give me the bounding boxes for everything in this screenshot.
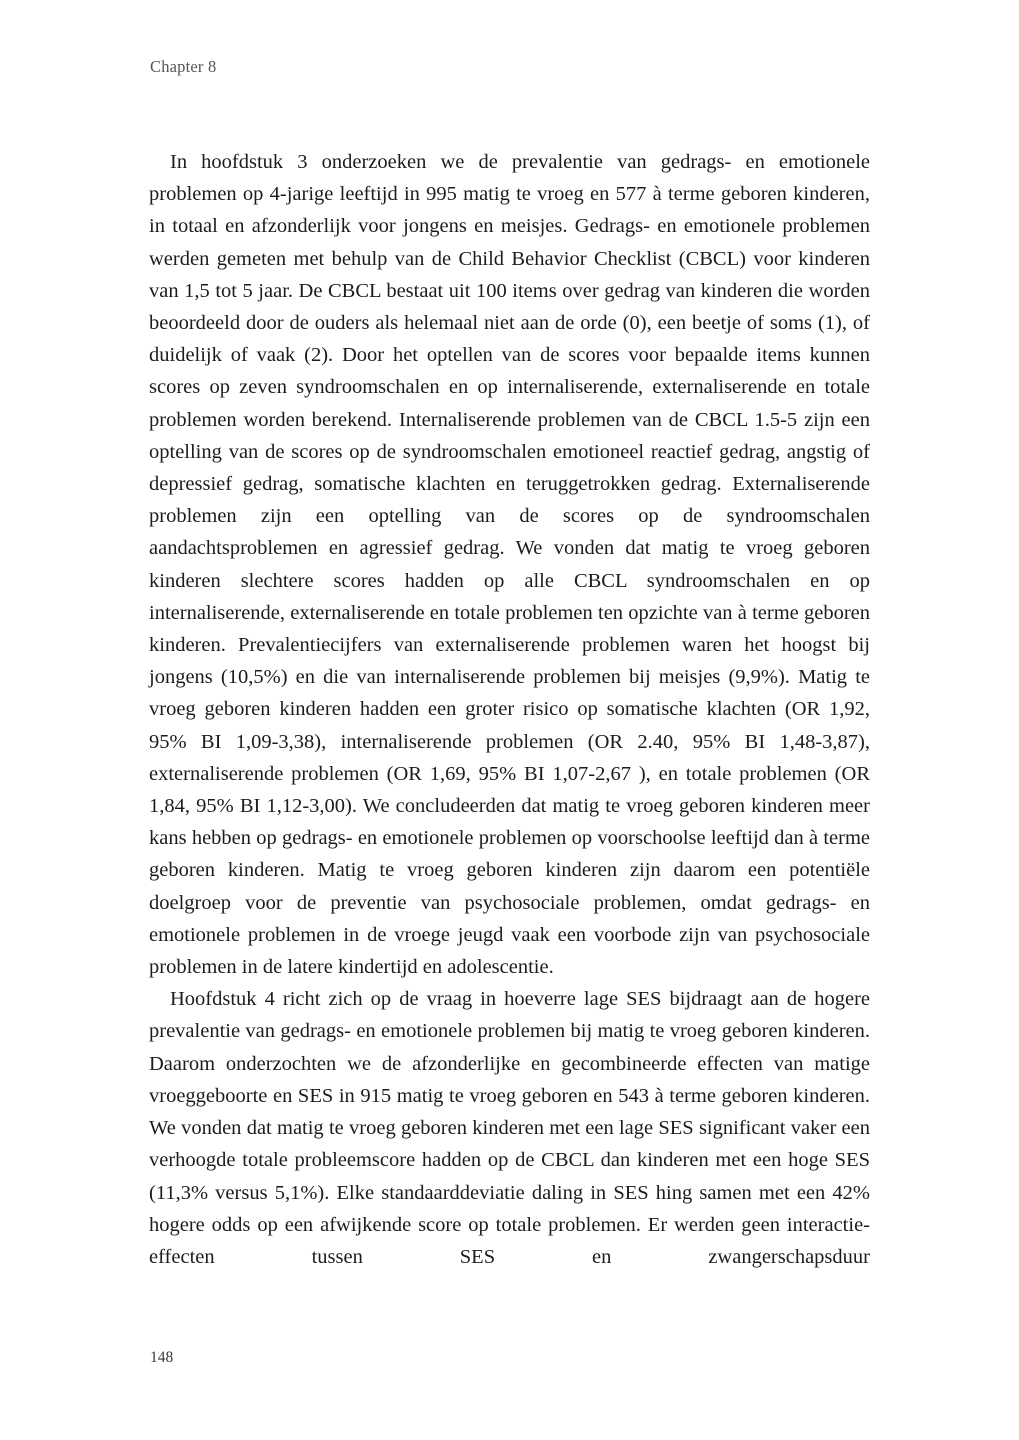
- page-number: 148: [150, 1349, 174, 1366]
- chapter-header: Chapter 8: [150, 57, 217, 76]
- paragraph-chapter-4-summary: Hoofdstuk 4 richt zich op de vraag in hoeverre lage SES bijdraagt aan de hogere prevalentie van gedrags- en emotionele problemen bij matig te vroeg geboren kinderen. Daarom onderzochten we de afzonderlijke en gecombineerde effecten van matige vroeggeboorte en SES in 915 matig te vroeg geboren en 543 à terme geboren kinderen. We vonden dat matig te vroeg geboren kinderen met een lage SES significant vaker een verhoogde totale probleemscore hadden op de CBCL dan kinderen met een hoge SES (11,3% versus 5,1%). Elke standaarddeviatie daling in SES hing samen met een 42% hogere odds op een afwijkende score op totale problemen. Er werden geen interactie-effecten tussen SES en zwangerschapsduur: [149, 988, 870, 1268]
- paragraph-chapter-3-summary: In hoofdstuk 3 onderzoeken we de prevalentie van gedrags- en emotionele problemen op 4-jarige leeftijd in 995 matig te vroeg en 577 à terme geboren kinderen, in totaal en afzonderlijk voor jongens en meisjes. Gedrags- en emotionele problemen werden gemeten met behulp van de Child Behavior Checklist (CBCL) voor kinderen van 1,5 tot 5 jaar. De CBCL bestaat uit 100 items over gedrag van kinderen die worden beoordeeld door de ouders als helemaal niet aan de orde (0), een beetje of soms (1), of duidelijk of vaak (2). Door het optellen van de scores voor bepaalde items kunnen scores op zeven syndroomschalen en op internaliserende, externaliserende en totale problemen worden berekend. Internaliserende problemen van de CBCL 1.5-5 zijn een optelling van de scores op de syndroomschalen emotioneel reactief gedrag, angstig of depressief gedrag, somatische klachten en teruggetrokken gedrag. Externaliserende problemen zijn een optelling van de scores op de syndroomschalen aandachtsproblemen en agressief gedrag. We vonden dat matig te vroeg geboren kinderen slechtere scores hadden op alle CBCL syndroomschalen en op internaliserende, externaliserende en totale problemen ten opzichte van à terme geboren kinderen. Prevalentiecijfers van externaliserende problemen waren het hoogst bij jongens (10,5%) en die van internaliserende problemen bij meisjes (9,9%). Matig te vroeg geboren kinderen hadden een groter risico op somatische klachten (OR 1,92, 95% BI 1,09-3,38), internaliserende problemen (OR 2.40, 95% BI 1,48-3,87), externaliserende problemen (OR 1,69, 95% BI 1,07-2,67 ), en totale problemen (OR 1,84, 95% BI 1,12-3,00). We concludeerden dat matig te vroeg geboren kinderen meer kans hebben op gedrags- en emotionele problemen op voorschoolse leeftijd dan à terme geboren kinderen. Matig te vroeg geboren kinderen zijn daarom een potentiële doelgroep voor de preventie van psychosociale problemen, omdat gedrags- en emotionele problemen in de vroege jeugd vaak een voorbode zijn van psychosociale problemen in de latere kindertijd en adolescentie.: [149, 151, 870, 979]
- body-text: [149, 146, 870, 1273]
